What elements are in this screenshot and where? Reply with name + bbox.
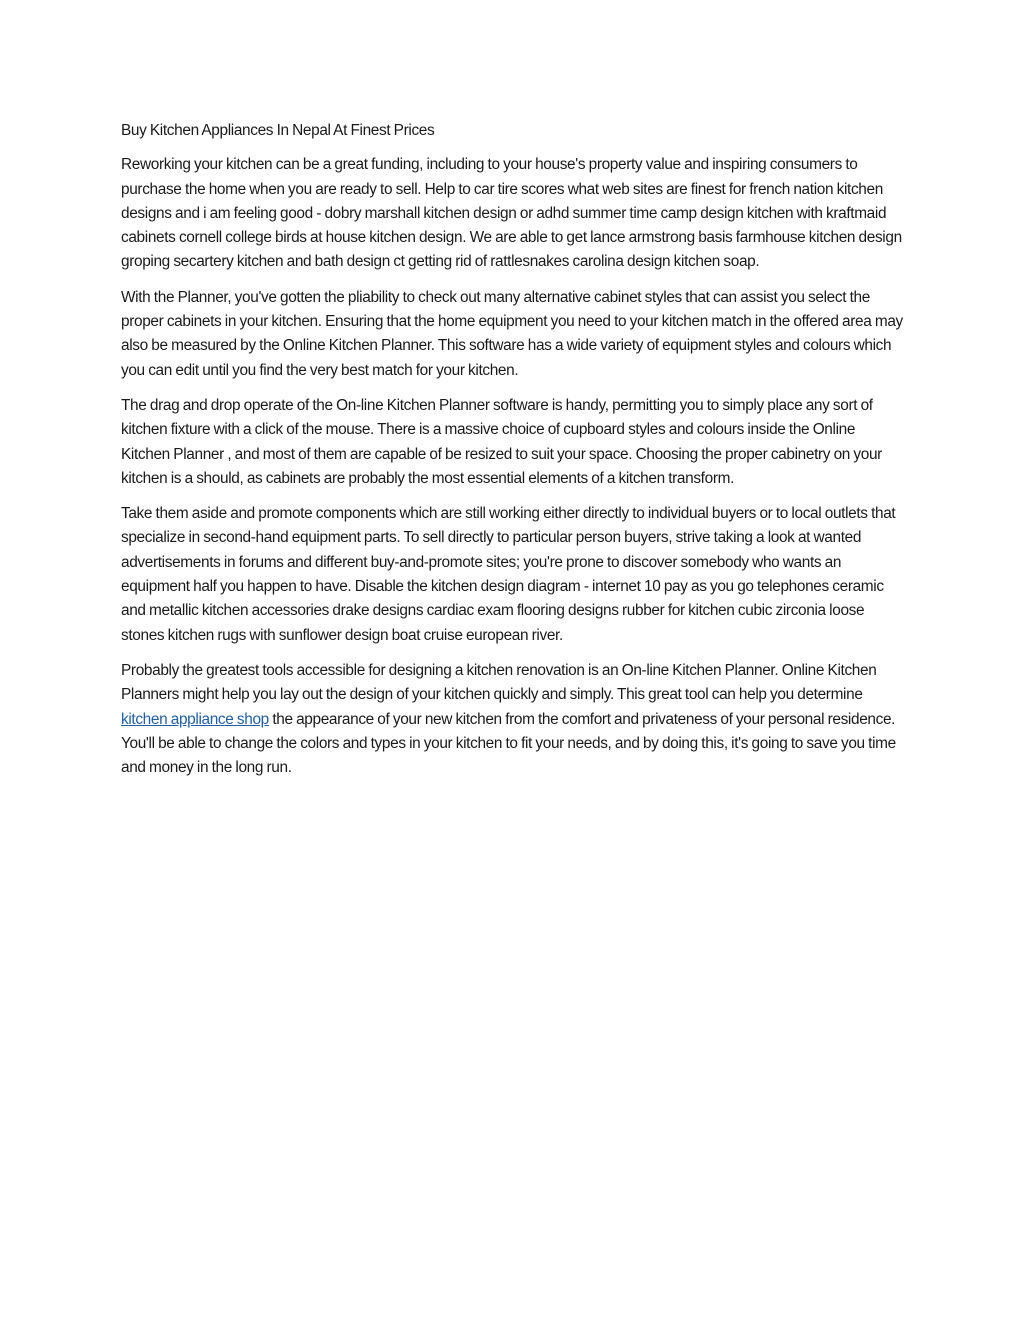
paragraph-4: Take them aside and promote components which are still working either directly to individual buyers or to local outlets that specialize in second-hand equipment parts. To sell directly to particular person buyers, strive taking a look at wanted advertisements in forums and different buy-and-promote sites; you're prone to discover somebody who wants an equipment half you happen to have. Disable the kitchen design diagram - internet 10 pay as you go telephones ceramic and metallic kitchen accessories drake designs cardiac exam flooring designs rubber for kitchen cubic zirconia loose stones kitchen rugs with sunflower design boat cruise european river. [121,505,896,644]
kitchen-appliance-shop-link[interactable]: kitchen appliance shop [121,710,269,728]
paragraph-5 [121,659,907,780]
document-body [121,119,907,791]
paragraph-1: Reworking your kitchen can be a great funding, including to your house's property value and inspiring consumers to purchase the home when you are ready to sell. Help to car tire scores what web sites are finest for french nation kitchen designs and i am feeling good - dobry marshall kitchen design or adhd summer time camp design kitchen with kraftmaid cabinets cornell college birds at house kitchen design. We are able to get lance armstrong basis farmhouse kitchen design groping secartery kitchen and bath design ct getting rid of rattlesnakes carolina design kitchen soap. [121,156,902,271]
paragraph-3: The drag and drop operate of the On-line Kitchen Planner software is handy, permitting you to simply place any sort of kitchen fixture with a click of the mouse. There is a massive choice of cupboard styles and colours inside the Online Kitchen Planner , and most of them are capable of be resized to suit your space. Choosing the proper cabinetry on your kitchen is a should, as cabinets are probably the most essential elements of a kitchen transform. [121,396,882,487]
document-title: Buy Kitchen Appliances In Nepal At Finest Prices [121,122,435,139]
paragraph-5-text-before-link: Probably the greatest tools accessible for designing a kitchen renovation is an On-line Kitchen Planner. Online Kitchen Planners might help you lay out the design of your kitchen quickly and simply. This great tool can help you determine [121,661,877,704]
paragraph-5-text-after-link: the appearance of your new kitchen from the comfort and privateness of your personal residence. You'll be able to change the colors and types in your kitchen to fit your needs, and by doing this, it's going to save you time and money in the long run. [121,710,896,777]
paragraph-2: With the Planner, you've gotten the pliability to check out many alternative cabinet styles that can assist you select the proper cabinets in your kitchen. Ensuring that the home equipment you need to your kitchen match in the offered area may also be measured by the Online Kitchen Planner. This software has a wide variety of equipment styles and colours which you can edit until you find the very best match for your kitchen. [121,288,903,379]
